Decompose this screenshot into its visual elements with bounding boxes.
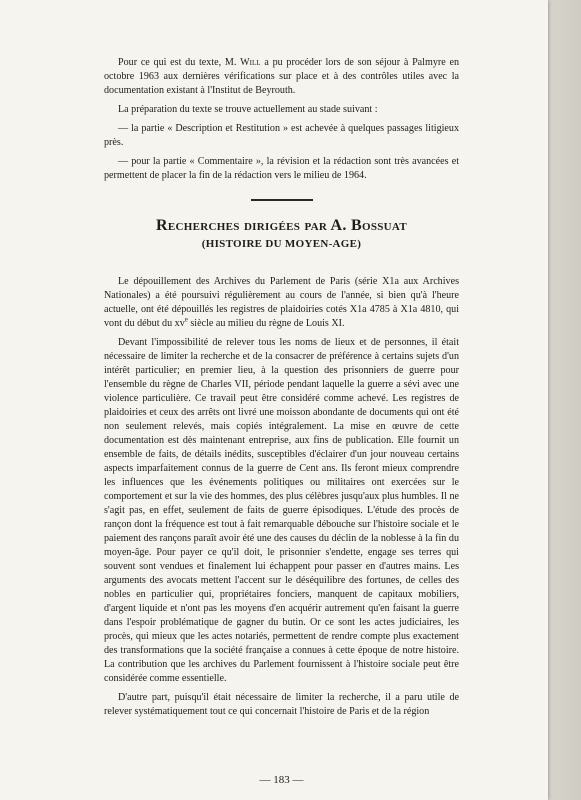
body-paragraph-3: D'autre part, puisqu'il était nécessaire de limiter la recherche, il a paru utile de relever systématiquement tout ce qui concernait l'histoire de Paris et de la région <box>104 691 459 717</box>
intro-text: a pu procéder lors de son séjour à Palmyre en octobre 1963 aux dernières vérifications sur place et à des contrôles utiles avec la documentation existant à l'Institut de Beyrouth. <box>104 57 459 96</box>
author-name: Will <box>240 57 261 68</box>
intro-paragraph-1 <box>104 56 459 98</box>
intro-paragraph-2: La préparation du texte se trouve actuellement au stade suivant : <box>118 104 378 115</box>
section-title: Recherches dirigées par A. Bossuat <box>156 216 407 234</box>
body-text: siècle au milieu du règne de Louis XI. <box>187 317 345 329</box>
intro-paragraph-3: — la partie « Description et Restitution » est achevée à quelques passages litigieux près. <box>104 123 459 148</box>
intro-paragraph-4: — pour la partie « Commentaire », la révision et la rédaction sont très avancées et permettent de placer la fin de la rédaction vers le milieu de 1964. <box>104 156 459 181</box>
body-paragraph-2: Devant l'impossibilité de relever tous les noms de lieux et de personnes, il était nécessaire de limiter la recherche et de la consacrer de préférence à certains sujets d'un intérêt particulier; en premier lieu, à la question des prisonniers de guerre pour l'ensemble du règne de Charles VII, période pendant laquelle la guerre a sévi avec une violence particulière. Ce travail peut être considéré comme achevé. Les registres de plaidoiries et ceux des arrêts ont livré une moisson abondante de documents qui ont été non seulement relevés, mais copiés intégralement. La mise en œuvre de cette documentation est dès maintenant entreprise, aux fins de publication. Elle fournit un ensemble de faits, de détails inédits, susceptibles d'éclairer d'un jour nouveau certains aspects imparfaitement connus de la guerre de Cent ans. Ils feront mieux comprendre les influences que les événements politiques ou militaires ont exercées sur le comportement et sur la vie des hommes, des plus célèbres jusqu'aux plus humbles. Il ne s'agit pas, en effet, seulement de faits de guerre épisodiques. L'étude des procès de rançon dont la fréquence est tout à fait remarquable débouche sur l'histoire sociale et le paiement des rançons paraît avoir été une des causes du déclin de la noblesse à la fin du moyen-âge. Pour payer ce qu'il doit, le prisonnier s'endette, engage ses terres qui souvent sont vendues et finalement lui échappent pour passer en d'autres mains. Les arguments des avocats mettent l'accent sur le déséquilibre des fortunes, de celles des nobles en particulier qui, propriétaires fonciers, manquent de capitaux mobiliers, d'argent liquide et n'ont pas les moyens d'en acquérir autrement qu'en faisant la guerre dans l'espoir problématique de gagner du butin. Or ce sont les actes judiciaires, les procès, qui mieux que les actes notariés, permettent de rendre compte plus exactement des transformations que la société française a connues à cette époque de notre histoire. La contribution que les archives du Parlement fournissent à l'histoire sociale peut être considérée comme essentielle. <box>104 336 459 684</box>
body-text: Le dépouillement des Archives du Parlement de Paris (série X1a aux Archives Nationales) a été poursuivi régulièrement au cours de l'année, si bien qu'à l'heure actuelle, ont été dépouillés les registres de plaidoiries cotés X1a 4785 à X1a 4810, qui vont du début du xv <box>104 275 459 329</box>
intro-text: Pour ce qui est du texte, M. <box>118 57 241 68</box>
text-column <box>104 56 459 724</box>
section-subtitle: (HISTOIRE DU MOYEN-AGE) <box>201 237 362 250</box>
page-number: — 183 — <box>259 774 304 786</box>
superscript: e <box>184 315 188 324</box>
section-divider <box>251 199 313 201</box>
body-paragraph-1 <box>104 275 459 331</box>
